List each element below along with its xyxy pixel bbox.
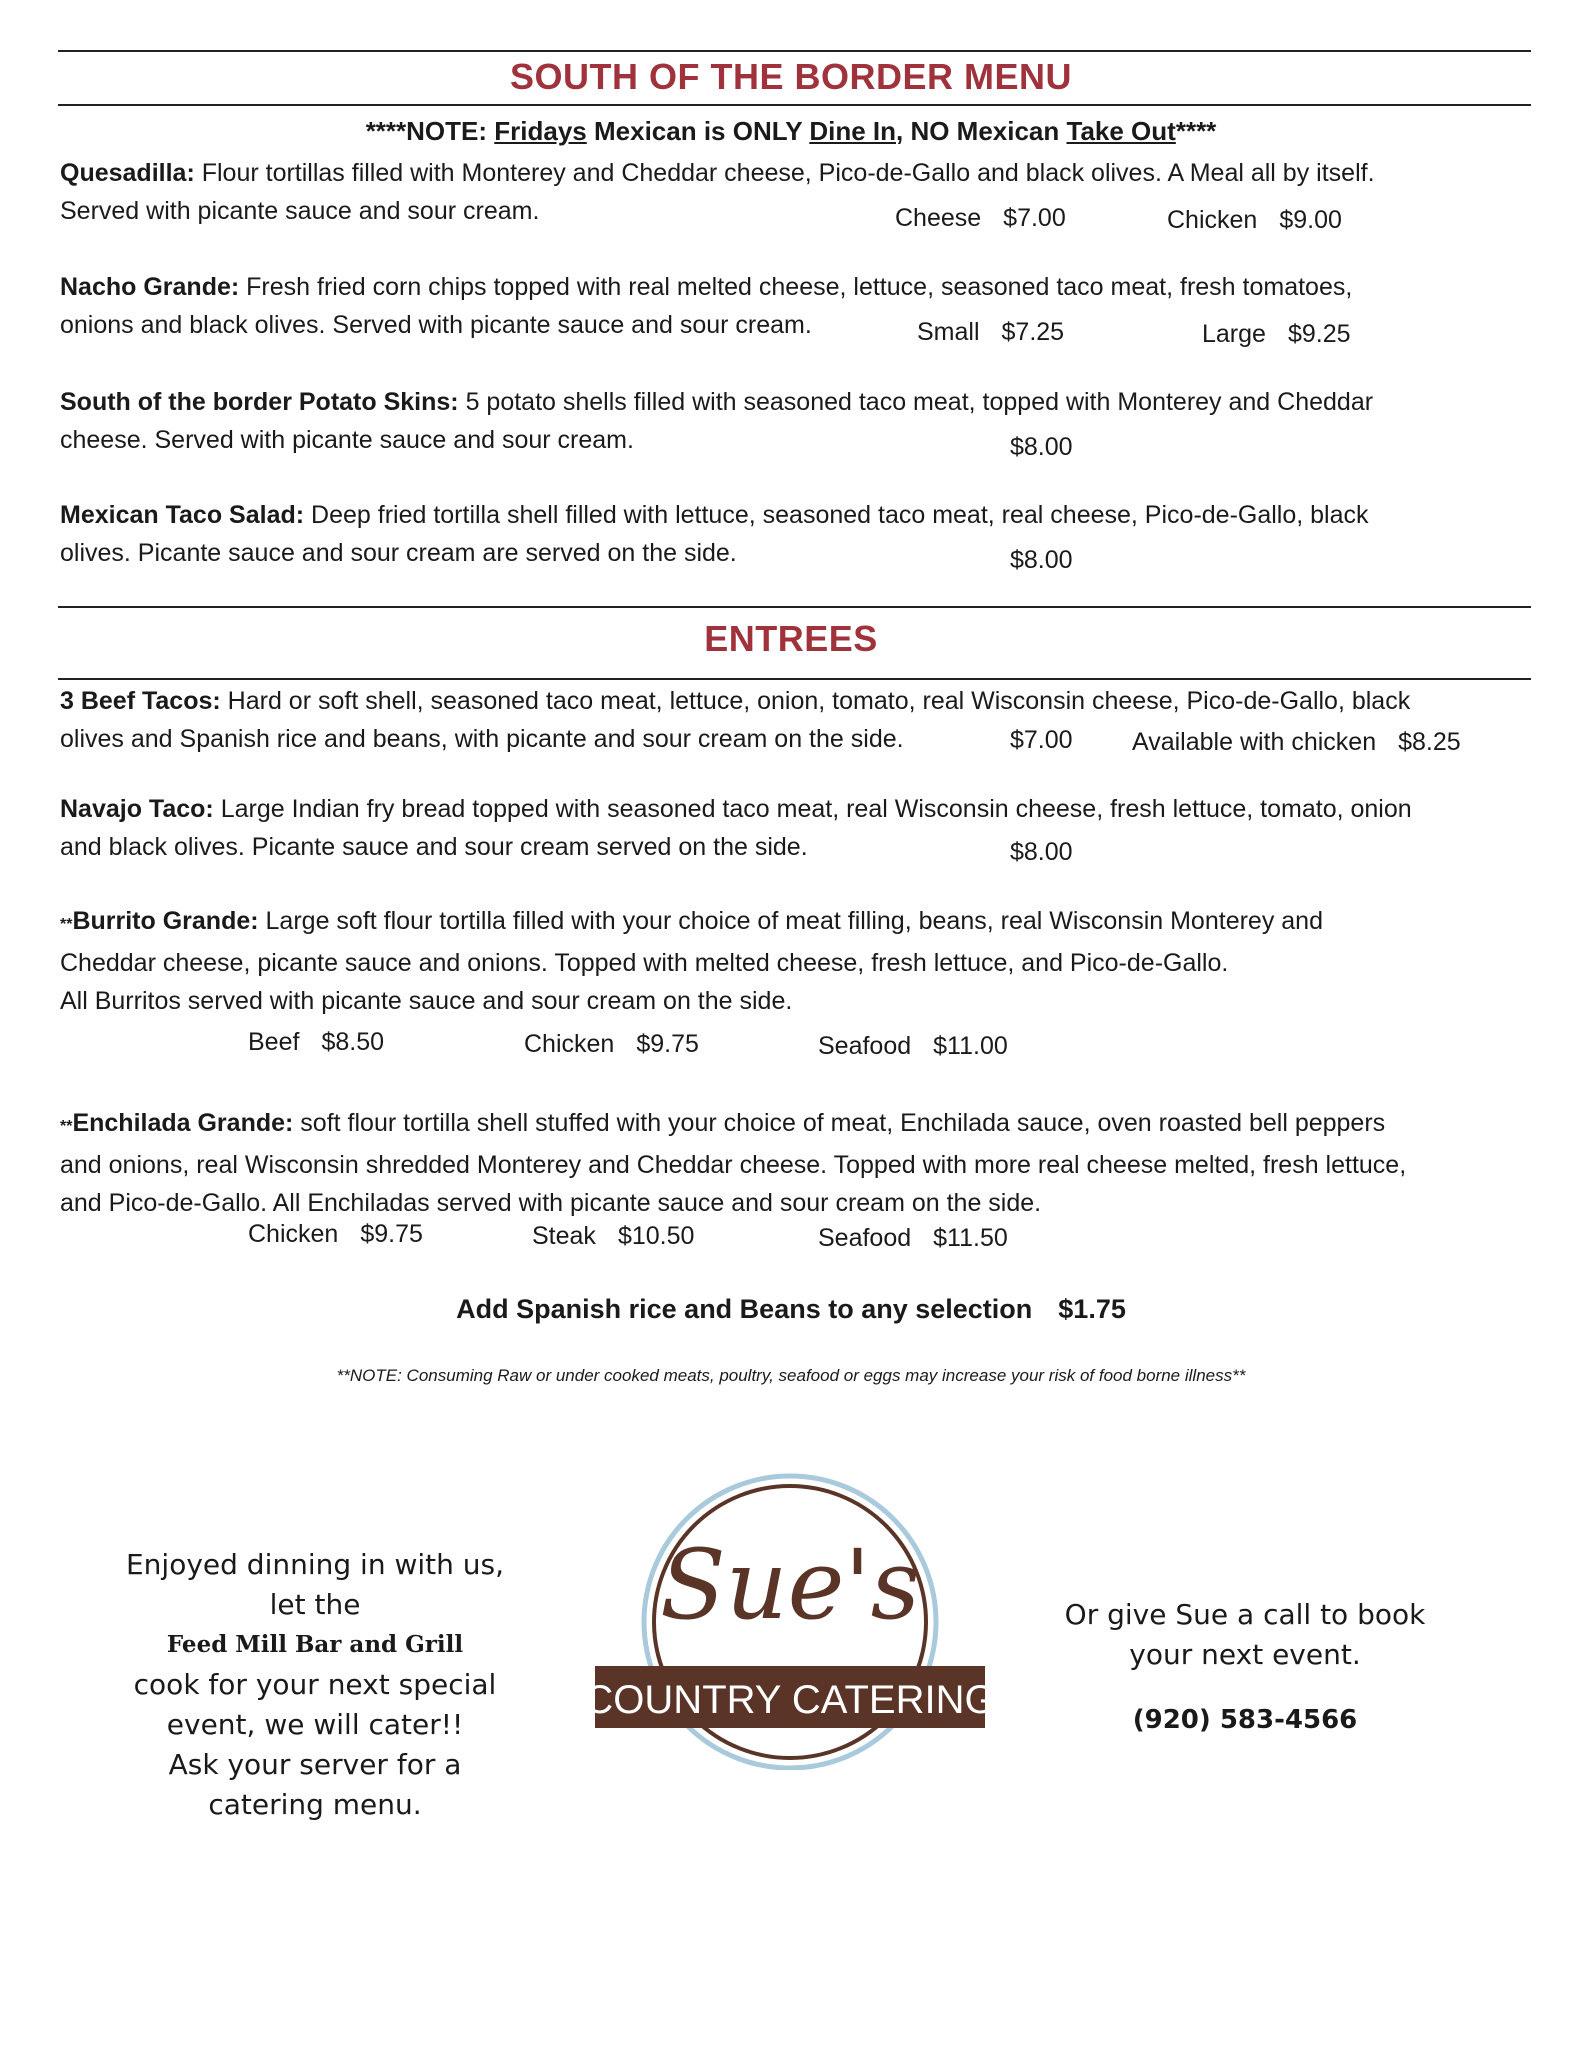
item-name: Enchilada Grande:	[72, 1109, 294, 1137]
item-name: Navajo Taco:	[60, 795, 214, 823]
item-desc: All Burritos served with picante sauce and sour cream on the side.	[60, 987, 793, 1015]
item-desc: Hard or soft shell, seasoned taco meat, lettuce, onion, tomato, real Wisconsin cheese, Pico-de-Gallo, black	[227, 687, 1411, 715]
item-desc: Served with picante sauce and sour cream.	[60, 197, 540, 225]
menu-item-potato-skins	[60, 383, 1530, 459]
item-desc: olives and Spanish rice and beans, with picante and sour cream on the side.	[60, 725, 904, 753]
item-name: South of the border Potato Skins:	[60, 388, 459, 416]
addon-note: Add Spanish rice and Beans to any selection $1.75	[456, 1294, 1126, 1324]
price-option: $7.00	[1010, 726, 1073, 754]
price-option: Steak $10.50	[532, 1222, 695, 1250]
divider	[58, 606, 1531, 608]
sues-country-catering-logo	[595, 1470, 985, 1770]
item-desc: 5 potato shells filled with seasoned taco meat, topped with Monterey and Cheddar	[465, 388, 1374, 416]
menu-item-navajo-taco	[60, 790, 1530, 866]
item-desc: and Pico-de-Gallo. All Enchiladas served with picante sauce and sour cream on the side.	[60, 1189, 1042, 1217]
item-desc: and onions, real Wisconsin shredded Monterey and Cheddar cheese. Topped with more real cheese melted, fresh lettuce,	[60, 1151, 1407, 1179]
divider	[58, 678, 1531, 680]
menu-item-taco-salad	[60, 496, 1530, 572]
price-option: Chicken $9.75	[524, 1030, 699, 1058]
food-safety-disclaimer: **NOTE: Consuming Raw or under cooked meats, poultry, seafood or eggs may increase your risk of food borne illness**	[336, 1366, 1246, 1385]
item-desc: Fresh fried corn chips topped with real melted cheese, lettuce, seasoned taco meat, fresh tomatoes,	[246, 273, 1353, 301]
price-option: Available with chicken $8.25	[1132, 728, 1461, 756]
item-desc: Deep fried tortilla shell filled with lettuce, seasoned taco meat, real cheese, Pico-de-Gallo, black	[311, 501, 1369, 529]
price-option: Chicken $9.00	[1167, 206, 1342, 234]
price-option: Chicken $9.75	[248, 1220, 423, 1248]
price-option: $8.00	[1010, 546, 1073, 574]
logo-script-text: Sue's	[659, 1529, 921, 1641]
item-name: Mexican Taco Salad:	[60, 501, 305, 529]
item-stars: **	[60, 916, 73, 933]
item-desc: Large soft flour tortilla filled with your choice of meat filling, beans, real Wisconsin Monterey and	[265, 907, 1323, 935]
item-desc: onions and black olives. Served with picante sauce and sour cream.	[60, 311, 812, 339]
item-desc: and black olives. Picante sauce and sour cream served on the side.	[60, 833, 808, 861]
price-option: Large $9.25	[1202, 320, 1351, 348]
item-name: Quesadilla:	[60, 159, 195, 187]
item-desc: Cheddar cheese, picante sauce and onions. Topped with melted cheese, fresh lettuce, and Pico-de-Gallo.	[60, 949, 1229, 977]
item-desc: cheese. Served with picante sauce and sour cream.	[60, 426, 634, 454]
price-option: Beef $8.50	[248, 1028, 384, 1056]
item-desc: Flour tortillas filled with Monterey and Cheddar cheese, Pico-de-Gallo and black olives. A Meal all by itself.	[201, 159, 1375, 187]
business-name: Feed Mill Bar and Grill	[166, 1631, 464, 1658]
price-option: $8.00	[1010, 433, 1073, 461]
phone-number: (920) 583-4566	[1132, 1705, 1358, 1735]
menu-item-burrito-grande	[60, 902, 1530, 1020]
price-option: Seafood $11.50	[818, 1224, 1008, 1252]
item-name: Nacho Grande:	[60, 273, 240, 301]
price-option: Cheese $7.00	[895, 204, 1066, 232]
price-option: Small $7.25	[917, 318, 1065, 346]
call-promo: Or give Sue a call to book your next event.	[1064, 1598, 1426, 1671]
section-title-entrees: ENTREES	[704, 618, 878, 659]
price-option: Seafood $11.00	[818, 1032, 1008, 1060]
divider	[58, 104, 1531, 106]
item-name: Burrito Grande:	[72, 907, 259, 935]
menu-item-enchilada-grande	[60, 1104, 1530, 1222]
item-stars: **	[60, 1118, 73, 1135]
item-desc: soft flour tortilla shell stuffed with your choice of meat, Enchilada sauce, oven roasted bell peppers	[300, 1109, 1386, 1137]
price-option: $8.00	[1010, 838, 1073, 866]
item-desc: Large Indian fry bread topped with seasoned taco meat, real Wisconsin cheese, fresh lettuce, tomato, onion	[220, 795, 1412, 823]
item-name: 3 Beef Tacos:	[60, 687, 221, 715]
divider	[58, 50, 1531, 52]
takeout-note: ****NOTE: Fridays Mexican is ONLY Dine In, NO Mexican Take Out****	[365, 116, 1217, 146]
item-desc: olives. Picante sauce and sour cream are served on the side.	[60, 539, 737, 567]
logo-banner-text: COUNTRY CATERING	[595, 1678, 985, 1722]
section-title-south-of-border: SOUTH OF THE BORDER MENU	[509, 56, 1072, 97]
catering-promo: Enjoyed dinning in with us, let the Feed Mill Bar and Grill cook for your next special event, we will cater!! Ask your server for a catering menu.	[100, 1545, 530, 1825]
